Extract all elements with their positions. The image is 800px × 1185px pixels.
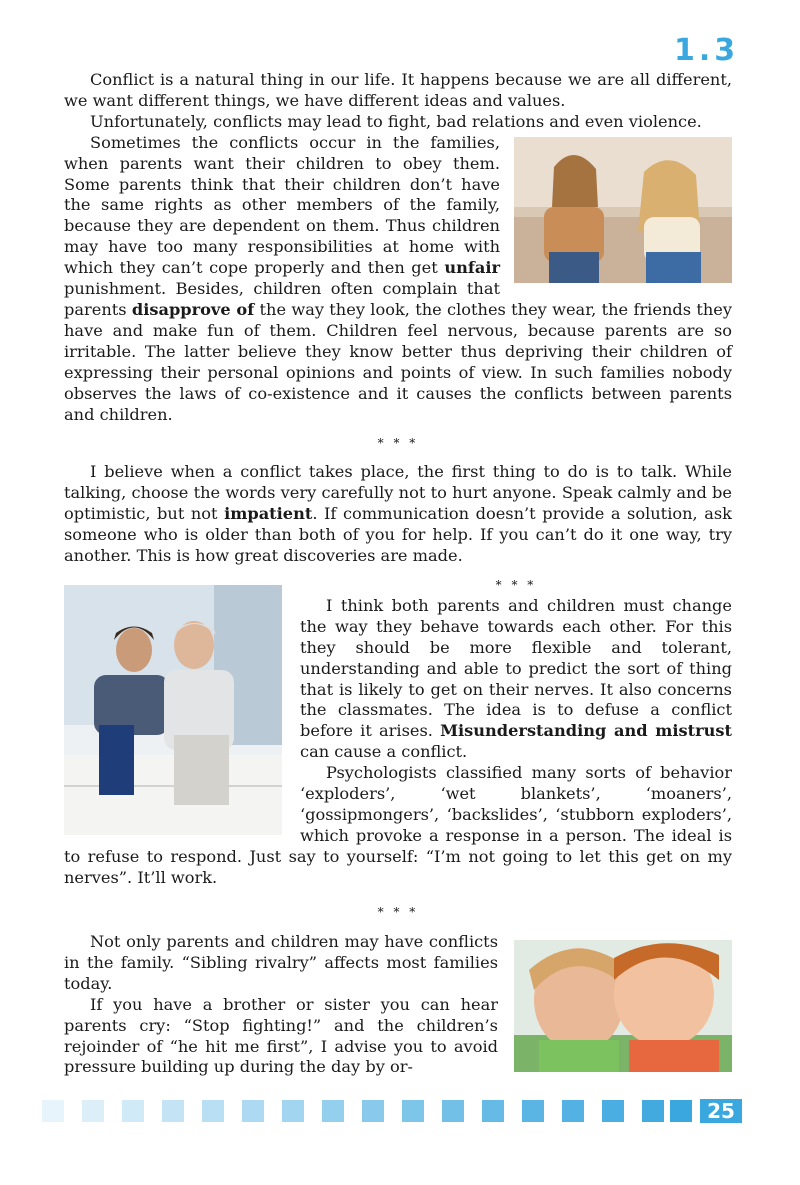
paragraph	[64, 462, 732, 567]
paragraph: If you have a brother or sister you can hear parents cry: “Stop fighting!” and the children’s rejoinder of “he hit me first”, I advise you to avoid pressure building up during the day by or-	[64, 994, 498, 1077]
term-disapprove-of: disapprove of	[131, 299, 255, 319]
footer-square	[122, 1100, 144, 1122]
text-block-behavior	[64, 575, 732, 889]
page-number: 25	[700, 1099, 742, 1123]
footer-decoration	[42, 1100, 692, 1122]
term-misunderstanding-mistrust: Misunderstanding and mistrust	[440, 721, 732, 741]
footer-square	[282, 1100, 304, 1122]
separator: * * *	[495, 578, 537, 592]
footer-square	[602, 1100, 624, 1122]
text-block-talk	[64, 462, 732, 567]
separator: * * *	[377, 436, 419, 450]
paragraph: Unfortunately, conflicts may lead to fight, bad relations and even violence.	[90, 111, 702, 131]
section-number-graphic	[674, 36, 734, 64]
footer-square	[322, 1100, 344, 1122]
section-marker	[674, 36, 734, 64]
footer-square	[202, 1100, 224, 1122]
argument-illustration	[514, 137, 732, 283]
text-run: . If communication doesn’t provide a solution, ask someone who is older than both of you for help. If you can’t do it one way, try another. This is how great discoveries are made.	[64, 503, 732, 565]
footer-square	[482, 1100, 504, 1122]
text-run: punishment. Besides, children often complain that parents	[64, 279, 500, 319]
footer-square	[442, 1100, 464, 1122]
photo-grandfather-boy	[64, 585, 282, 835]
footer-square	[522, 1100, 544, 1122]
footer-square	[642, 1100, 664, 1122]
text-run: I believe when a conflict takes place, the first thing to do is to talk. While talking, choose the words very carefully not to hurt anyone. Speak calmly and be optimistic, but not	[64, 462, 732, 523]
section-number-text: 1.3	[674, 36, 734, 64]
text-run: the way they look, the clothes they wear, the friends they have and make fun of them. Children feel nervous, because parents are so irritable. The latter believe they know better thus depriving their children of expressing their personal opinions and points of view. In such families nobody observes the laws of co-existence and it causes the conflicts between parents and children.	[64, 299, 733, 424]
photo-mother-daughter-argument	[514, 137, 732, 283]
footer-square	[242, 1100, 264, 1122]
footer-square	[162, 1100, 184, 1122]
term-impatient: impatient	[224, 503, 313, 523]
photo-siblings	[514, 940, 732, 1072]
paragraph: Conflict is a natural thing in our life. It happens because we are all different, we want different things, we have different ideas and values.	[64, 70, 732, 110]
footer-square	[362, 1100, 384, 1122]
paragraph: Psychologists classified many sorts of behavior ‘exploders’, ‘wet blankets’, ‘moaners’, ‘gossipmongers’, ‘backslides’, ‘stubborn exploders’, which provoke a response in a person. The ideal is to refuse to respond. Just say to yourself: “I’m not going to let this get on my nerves”. It’ll work.	[64, 763, 732, 887]
text-run: Sometimes the conflicts occur in the families, when parents want their children to obey them. Some parents think that their children don’t have the same rights as other members of the family, because they are dependent on them. Thus children may have too many responsibilities at home with which they can’t cope properly and then get	[64, 132, 500, 278]
siblings-illustration	[514, 940, 732, 1072]
footer-square	[82, 1100, 104, 1122]
separator: * * *	[377, 905, 419, 919]
footer-square	[42, 1100, 64, 1122]
term-unfair: unfair	[444, 258, 500, 278]
text-run: I think both parents and children must change the way they behave towards each other. For this they should be more flexible and tolerant, understanding and able to predict the sort of thing that is likely to get on their nerves. It also concerns the classmates. The idea is to defuse a conflict before it arises.	[300, 595, 732, 741]
footer-square	[402, 1100, 424, 1122]
paragraph: Not only parents and children may have conflicts in the family. “Sibling rivalry” affects most families today.	[64, 932, 498, 993]
footer-square	[562, 1100, 584, 1122]
text-block-siblings	[64, 932, 732, 1078]
footer-square	[670, 1100, 692, 1122]
grandfather-illustration	[64, 585, 282, 835]
text-block-intro	[64, 70, 732, 425]
text-run: can cause a conflict.	[300, 742, 468, 762]
